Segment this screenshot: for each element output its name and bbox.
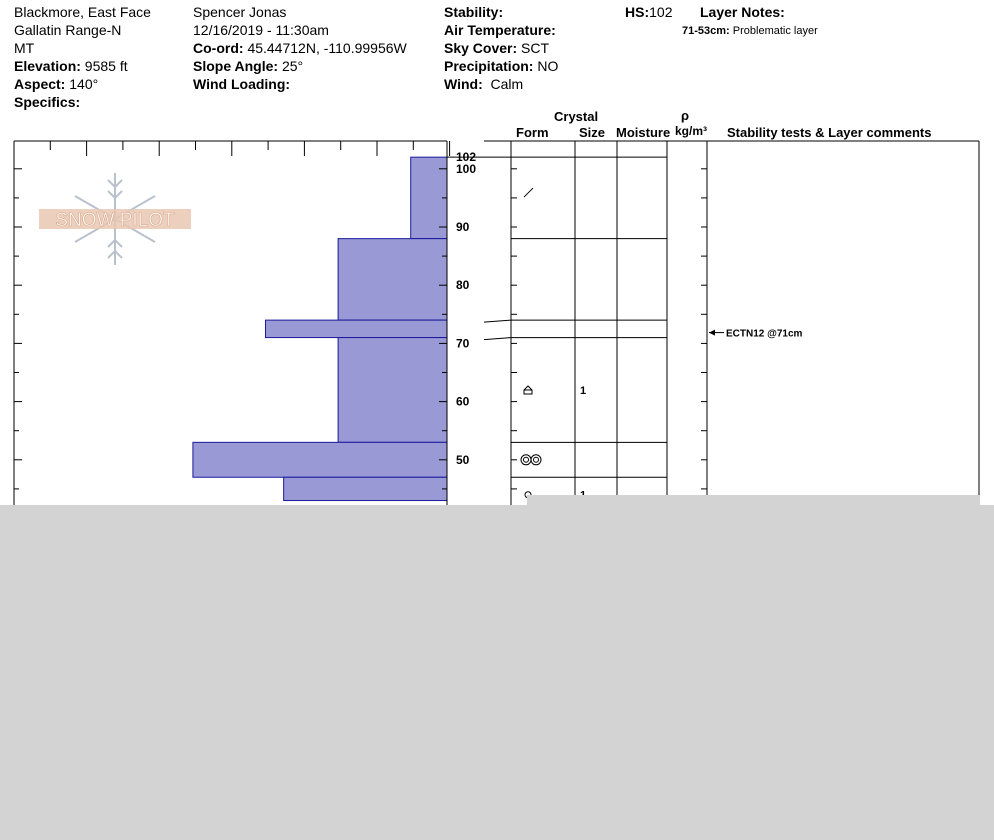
- aspect-row: Aspect: 140°: [14, 76, 99, 92]
- hardness-bar: [338, 239, 447, 320]
- gray-overlay: [0, 505, 994, 840]
- wind-value: Calm: [490, 76, 524, 92]
- col-comments: Stability tests & Layer comments: [727, 125, 932, 140]
- hardness-bar: [266, 320, 448, 337]
- hs-value: 102: [649, 4, 673, 20]
- col-moisture: Moisture: [616, 125, 671, 140]
- location-name: Blackmore, East Face: [14, 4, 151, 20]
- col-crystal: Crystal: [554, 109, 599, 124]
- stability-row: Stability:: [444, 4, 504, 20]
- hardness-bar: [338, 338, 447, 443]
- crystal-form-icon: [521, 455, 541, 465]
- y-tick-label: 50: [456, 452, 470, 467]
- wind-loading-row: Wind Loading:: [193, 76, 291, 92]
- col-density-unit: kg/m³: [675, 124, 708, 138]
- faceted-icon: [524, 386, 532, 394]
- connector-line: [484, 320, 511, 322]
- crystal-form-icon: [524, 188, 533, 197]
- slope-row: Slope Angle: 25°: [193, 58, 304, 74]
- hardness-bar: [193, 442, 447, 477]
- specifics-row: Specifics:: [14, 94, 81, 110]
- hs-row: HS:102: [625, 4, 673, 20]
- y-tick-label: 90: [456, 220, 470, 234]
- stability-test-label: ECTN12 @71cm: [726, 328, 803, 340]
- melt-form-icon: [531, 455, 541, 465]
- svg-text:SNOW PILOT: SNOW PILOT: [55, 210, 175, 231]
- aspect-value: 140°: [69, 76, 99, 92]
- crystal-form-icon: [524, 386, 532, 394]
- col-rho: ρ: [681, 108, 690, 123]
- y-tick-label: 80: [456, 278, 470, 293]
- connector-line: [484, 338, 511, 340]
- y-tick-label: 70: [456, 336, 470, 351]
- melt-form-icon: [534, 457, 539, 462]
- elevation-value: 9585 ft: [84, 58, 128, 74]
- coord-row: Co-ord: 45.44712N, -110.99956W: [193, 40, 407, 56]
- wind-row: Wind: Calm: [444, 76, 524, 92]
- elevation-row: Elevation: 9585 ft: [14, 58, 128, 74]
- melt-form-icon: [521, 455, 531, 465]
- sky-cover-value: SCT: [521, 40, 550, 56]
- y-tick-label: 100: [456, 161, 477, 176]
- range-name: Gallatin Range-N: [14, 22, 122, 38]
- sky-cover-row: Sky Cover: SCT: [444, 40, 550, 56]
- y-tick-label: 60: [456, 394, 470, 409]
- observation-datetime: 12/16/2019 - 11:30am: [193, 22, 329, 38]
- precip-value: NO: [537, 58, 559, 74]
- air-temp-row: Air Temperature:: [444, 22, 556, 38]
- col-form: Form: [516, 125, 549, 140]
- precip-row: Precipitation: NO: [444, 58, 559, 74]
- hardness-bar: [284, 477, 447, 500]
- test-arrow-icon: [709, 330, 715, 336]
- hardness-bar: [411, 157, 447, 238]
- crystal-size: 1: [580, 384, 587, 397]
- layer-note-text: Problematic layer: [732, 25, 818, 37]
- state-name: MT: [14, 40, 35, 56]
- melt-form-icon: [524, 457, 529, 462]
- decomposing-icon: [524, 188, 533, 197]
- slope-value: 25°: [281, 58, 304, 74]
- snowpilot-logo: [39, 173, 191, 265]
- layer-note-range: 71-53cm:: [682, 25, 730, 37]
- y-top-label: 102: [456, 150, 477, 165]
- col-size: Size: [579, 125, 606, 140]
- coord-value: 45.44712N, -110.99956W: [247, 40, 407, 56]
- layer-notes-heading: Layer Notes:: [700, 4, 785, 20]
- observer-name: Spencer Jonas: [193, 4, 287, 20]
